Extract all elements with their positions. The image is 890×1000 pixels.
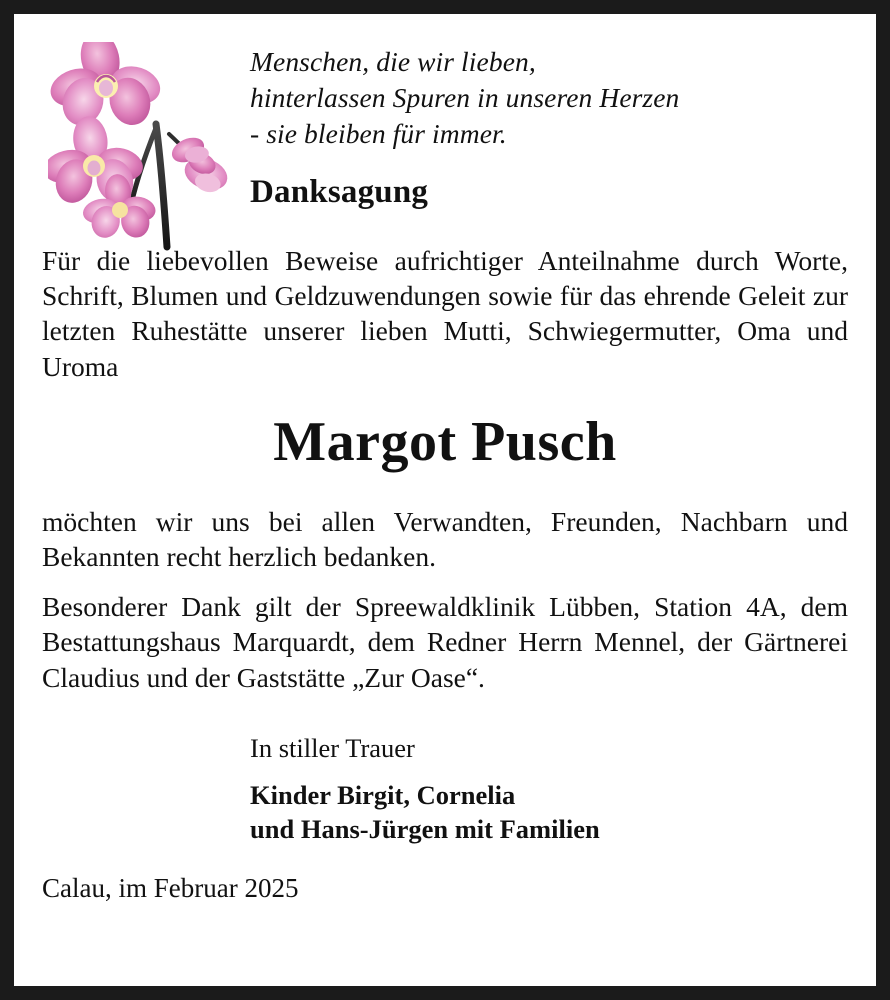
closing-block bbox=[250, 731, 848, 847]
family-signature-line-2: und Hans-Jürgen mit Familien bbox=[250, 814, 600, 845]
quote-line-2: hinterlassen Spuren in unseren Herzen bbox=[250, 82, 680, 114]
header-block bbox=[250, 36, 848, 211]
quote-line-1: Menschen, die wir lieben, bbox=[250, 46, 536, 77]
family-signature bbox=[250, 779, 848, 847]
notice-inner bbox=[42, 36, 848, 986]
place-and-date: Calau, im Februar 2025 bbox=[42, 872, 299, 903]
quote-line-3: - sie bleiben für immer. bbox=[250, 118, 507, 150]
family-signature-line-1: Kinder Birgit, Cornelia bbox=[250, 780, 516, 811]
body-text-continued bbox=[42, 504, 848, 695]
paragraph-thanks-relatives: möchten wir uns bei allen Verwandten, Freunden, Nachbarn und Bekannten recht herzlich bedanken. bbox=[42, 505, 848, 572]
body-text bbox=[42, 243, 848, 384]
memorial-quote bbox=[250, 44, 848, 152]
paragraph-thanks-intro: Für die liebevollen Beweise aufrichtiger Anteilnahme durch Worte, Schrift, Blumen und Geldzuwendungen sowie für das ehrende Geleit zur letzten Ruhestätte unserer lieben Mutti, Schwiegermutter, Oma und Uroma bbox=[42, 245, 848, 382]
orchid-flowers-illustration bbox=[48, 42, 233, 257]
page-title: Danksagung bbox=[250, 174, 429, 211]
deceased-name: Margot Pusch bbox=[273, 410, 617, 473]
in-stiller-trauer-label: In stiller Trauer bbox=[250, 732, 415, 763]
paragraph-special-thanks: Besonderer Dank gilt der Spreewaldklinik Lübben, Station 4A, dem Bestattungshaus Marquardt, dem Redner Herrn Mennel, der Gärtnerei Claudius und der Gaststätte „Zur Oase“. bbox=[42, 591, 848, 693]
